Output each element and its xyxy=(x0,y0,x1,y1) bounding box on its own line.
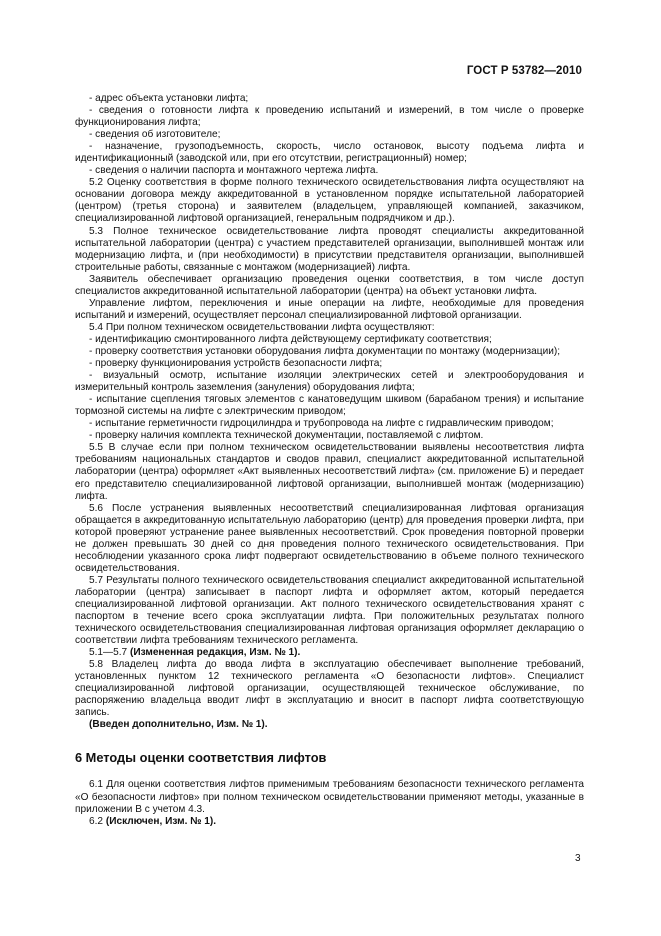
document-body xyxy=(75,93,584,828)
paragraph-5-3: 5.3 Полное техническое освидетельствование лифта проводят специалисты аккредитованной испытательной лаборатории (центра) с участием представителей организации, выполнившей монтаж или модернизацию лифта, и (при необходимости) в присутствии представителя организации, выполнившей строительные работы, связанные с монтажом (модернизацией) лифта. xyxy=(75,225,584,273)
paragraph: - сведения о готовности лифта к проведению испытаний и измерений, в том числе о проверке функционирования лифта; xyxy=(75,105,584,129)
paragraph: - сведения об изготовителе; xyxy=(89,129,221,141)
paragraph: Заявитель обеспечивает организацию проведения оценки соответствия, в том числе доступ специалистов аккредитованной испытательной лаборатории (центра) на объект установки лифта. xyxy=(75,273,584,297)
list-item: - испытание герметичности гидроцилиндра и трубопровода на лифте с гидравлическим приводом; xyxy=(89,418,554,430)
list-item: - проверку наличия комплекта технической документации, поставляемой с лифтом. xyxy=(89,430,484,442)
document-header-id: ГОСТ Р 53782—2010 xyxy=(466,65,582,77)
paragraph: Управление лифтом, переключения и иные операции на лифте, необходимые для проведения испытаний и измерений, осуществляет персонал специализированной лифтовой организации. xyxy=(75,297,584,321)
paragraph-5-6: 5.6 После устранения выявленных несоответствий специализированная лифтовая организация обращается в аккредитованную испытательную лабораторию (центр) для проведения проверки лифта, при которой проверяют устранение ранее выявленных несоответствий. Срок проведения повторной проверки не должен превышать 30 дней со дня проведения полного технического освидетельствования. При несоблюдении указанного срока лифт подвергают освидетельствованию в объеме полного технического освидетельствования. xyxy=(75,502,584,574)
list-item: - проверку функционирования устройств безопасности лифта; xyxy=(89,358,383,370)
list-item: - проверку соответствия установки оборудования лифта документации по монтажу (модернизации); xyxy=(89,345,561,357)
amendment-prefix: 5.1—5.7 xyxy=(89,647,130,659)
amendment-text: (Измененная редакция, Изм. № 1). xyxy=(129,647,301,659)
list-item: - идентификацию смонтированного лифта действующему сертификату соответствия; xyxy=(89,333,492,345)
paragraph: - адрес объекта установки лифта; xyxy=(89,93,249,104)
paragraph-5-4: 5.4 При полном техническом освидетельствовании лифта осуществляют: xyxy=(89,321,435,333)
list-item: - испытание сцепления тяговых элементов с канатоведущим шкивом (барабаном трения) и испытание тормозной системы на лифте с электрическим приводом; xyxy=(75,394,584,418)
paragraph: - назначение, грузоподъемность, скорость, число остановок, высоту подъема лифта и идентификационный (заводской или, при его отсутствии, регистрационный) номер; xyxy=(75,141,584,165)
amendment-note xyxy=(75,816,584,828)
page-number: 3 xyxy=(575,853,581,864)
list-item: - визуальный осмотр, испытание изоляции электрических сетей и электрооборудования и измерительный контроль заземления (зануления) оборудования лифта; xyxy=(75,370,584,394)
paragraph-6-1: 6.1 Для оценки соответствия лифтов применимым требованиям безопасности технического регламента «О безопасности лифтов» при полном техническом освидетельствовании применяют методы, указанные в приложении В с учетом 4.3. xyxy=(75,779,584,815)
amendment-note: (Введен дополнительно, Изм. № 1). xyxy=(89,719,268,731)
amendment-text: (Исключен, Изм. № 1). xyxy=(105,815,217,827)
paragraph-5-5: 5.5 В случае если при полном техническом освидетельствовании выявлены несоответствия лифта требованиям национальных стандартов и сводов правил, специалист аккредитованной испытательной лаборатории (центра) оформляет «Акт выявленных несоответствий лифта» (см. приложение Б) и передает его представителю специализированной лифтовой организации, выполнившей монтаж (модернизацию) лифта. xyxy=(75,442,584,502)
amendment-prefix: 6.2 xyxy=(89,815,106,827)
amendment-note xyxy=(75,647,584,659)
paragraph-5-2: 5.2 Оценку соответствия в форме полного технического освидетельствования лифта осуществляют на основании договора между аккредитованной в установленном порядке испытательной лабораторией (центром) (третья сторона) и заявителем (владельцем, управляющей компанией, заказчиком, специализированной лифтовой организацией, генеральным подрядчиком и др.). xyxy=(75,177,584,225)
paragraph: - сведения о наличии паспорта и монтажного чертежа лифта. xyxy=(89,165,379,177)
section-heading: 6 Методы оценки соответствия лифтов xyxy=(75,750,327,766)
paragraph-5-7: 5.7 Результаты полного технического освидетельствования специалист аккредитованной испытательной лаборатории (центра) записывает в паспорт лифта и оформляет актом, который передается специализированной лифтовой организации. Акт полного технического освидетельствования хранят с паспортом в течение всего срока эксплуатации лифта. При положительных результатах полного технического освидетельствования специализированная лифтовая организация оформляет декларацию о соответствии лифта требованиям технического регламента. xyxy=(75,574,584,647)
paragraph-5-8: 5.8 Владелец лифта до ввода лифта в эксплуатацию обеспечивает выполнение требований, установленных пунктом 12 технического регламента «О безопасности лифтов». Специалист специализированной лифтовой организации, осуществляющей техническое обслуживание, по распоряжению владельца вводит лифт в эксплуатацию и вносит в паспорт лифта соответствующую запись. xyxy=(75,659,584,719)
